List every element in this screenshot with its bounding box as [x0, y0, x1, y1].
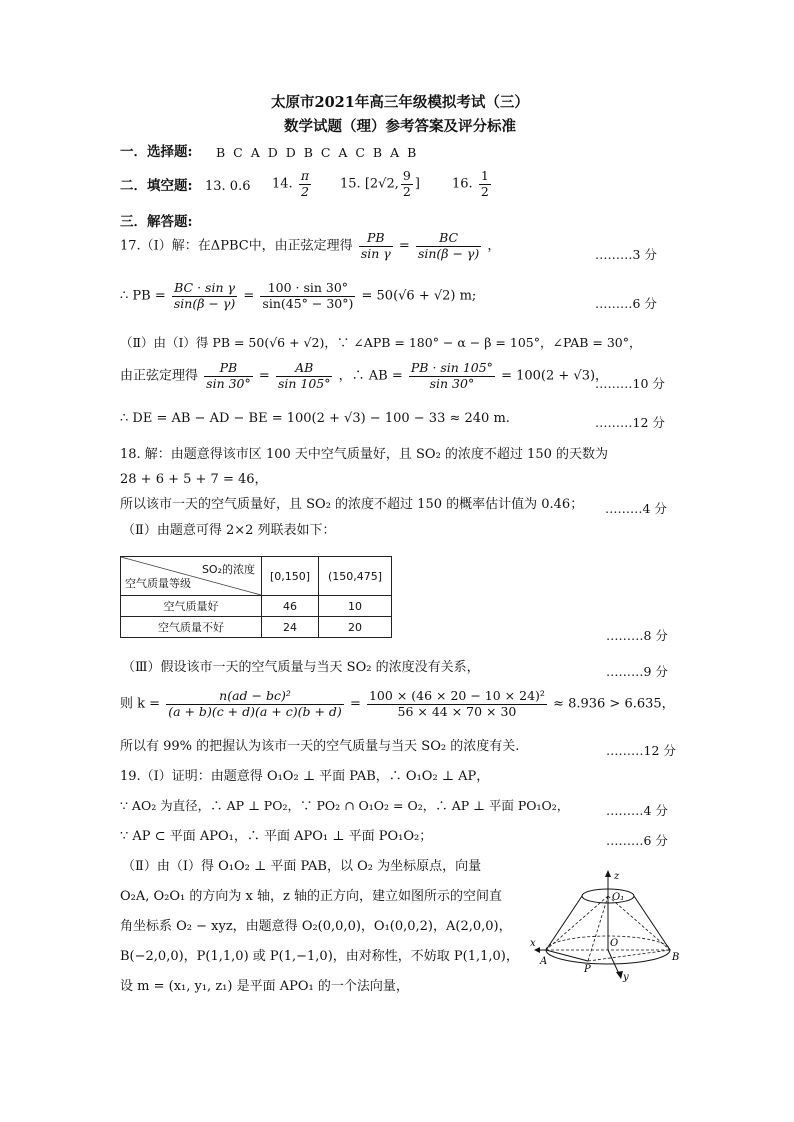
q17-l4-f1-bot: sin 30°: [206, 375, 251, 391]
section1-label: 一．选择题:: [120, 144, 193, 160]
q17-l4-f1-top: PB: [204, 362, 253, 377]
q19-line6: 角坐标系 O₂ − xyz，由题意得 O₂(0,0,0)，O₁(0,0,2)，A(2,0,0)，: [120, 919, 512, 934]
fig-label-a: A: [540, 956, 548, 967]
q17-l4-f3-top: PB · sin 105°: [410, 360, 493, 375]
q19-line3: ∵ AP ⊂ 平面 APO₁，∴ 平面 APO₁ ⊥ 平面 PO₁O₂；: [120, 829, 433, 844]
q18-score-8: ………8 分: [606, 628, 668, 643]
fill-q16: [452, 170, 493, 198]
table-header-top: SO₂的浓度: [201, 563, 255, 576]
q18-line4: （Ⅱ）由题意可得 2×2 列联表如下：: [122, 523, 336, 538]
q18-l6-f2-top: 100 × (46 × 20 − 10 × 24)²: [368, 688, 545, 703]
q17-l2-pre: ∴ PB =: [120, 288, 166, 304]
fill-q14-frac: [299, 170, 311, 198]
q19-line5: O₂A, O₂O₁ 的方向为 x 轴，z 轴的正方向，建立如图所示的空间直: [120, 889, 502, 904]
q17-l4-mid: ，∴ AB =: [338, 368, 403, 384]
fig-label-b: B: [672, 952, 680, 963]
fill-q15-num: 15.: [340, 176, 361, 192]
q18-line6: [120, 690, 675, 718]
q18-l6-f2-bot: 56 × 44 × 70 × 30: [397, 703, 517, 719]
q17-l2-f1-bot: sin(β − γ): [173, 295, 236, 311]
q17-l2-post: = 50(√6 + √2) m;: [361, 288, 477, 304]
q17-l1-f1-bot: sin γ: [360, 245, 391, 261]
fill-q15-top: 9: [402, 168, 411, 183]
q17-l1-frac2: [416, 232, 481, 260]
fig-label-x: x: [530, 938, 536, 949]
table-corner-cell: [121, 557, 262, 596]
q17-l4-f2-bot: sin 105°: [277, 375, 331, 391]
fill-q15-post: ]: [414, 176, 420, 192]
q17-score-12: ………12 分: [595, 415, 665, 430]
q17-l2-f2-top: 100 · sin 30°: [260, 282, 355, 297]
table-row: [121, 617, 392, 638]
q17-l1-f1-top: PB: [359, 232, 393, 247]
contingency-table: [120, 556, 392, 638]
q17-line2: [120, 282, 476, 310]
q18-score-4: ………4 分: [605, 501, 667, 516]
q18-score-12: ………12 分: [606, 743, 676, 758]
table-row: [121, 596, 392, 617]
table-row-label: 空气质量不好: [121, 617, 262, 638]
q17-l4-frac2: [276, 362, 333, 390]
q18-line3: 所以该市一天的空气质量好，且 SO₂ 的浓度不超过 150 的概率估计值为 0.46；: [120, 497, 584, 512]
q18-l6-eq: =: [349, 696, 361, 712]
q17-score-10: ………10 分: [595, 376, 665, 391]
q17-l4-post: = 100(2 + √3)，: [501, 368, 609, 384]
page-subtitle: 数学试题（理）参考答案及评分标准: [284, 118, 516, 135]
fill-q15-pre: [2√2,: [364, 176, 399, 192]
q18-line2: 28 + 6 + 5 + 7 = 46，: [120, 472, 268, 487]
q18-line1: 18. 解：由题意得该市区 100 天中空气质量好，且 SO₂ 的浓度不超过 150 的天数为: [120, 447, 609, 462]
q18-l6-f1-bot: (a + b)(c + d)(a + c)(b + d): [168, 703, 342, 719]
table-header-bottom: 空气质量等级: [125, 577, 191, 590]
q19-score-4: ………4 分: [606, 803, 668, 818]
q18-l6-pre: 则 k =: [120, 696, 161, 712]
fig-label-p: P: [584, 964, 591, 975]
q17-l4-f2-top: AB: [276, 362, 333, 377]
fig-label-o2: O: [610, 938, 619, 949]
q19-line2: ∵ AO₂ 为直径，∴ AP ⊥ PO₂，∵ PO₂ ∩ O₁O₂ = O₂，∴ AP ⊥ 平面 PO₁O₂，: [120, 798, 570, 813]
q18-line7: 所以有 99% 的把握认为该市一天的空气质量与当天 SO₂ 的浓度有关.: [120, 739, 520, 754]
frustum-figure: [528, 868, 678, 988]
q17-l1-eq: =: [398, 238, 410, 254]
q18-score-9: ………9 分: [606, 664, 668, 679]
fill-q14: [272, 170, 313, 198]
q17-line3: （Ⅱ）由（Ⅰ）得 PB = 50(√6 + √2)，∵ ∠APB = 180° − α − β = 105°，∠PAB = 30°，: [120, 335, 642, 350]
q17-l2-frac1: [172, 282, 237, 310]
choice-answers: B C A D D B C A C B A B: [216, 145, 419, 160]
q17-l1-post: ，: [487, 238, 501, 254]
q17-l4-frac1: [204, 362, 253, 390]
section2-label: 二．填空题:: [120, 178, 193, 194]
q17-l2-f1-top: BC · sin γ: [172, 282, 237, 297]
q17-l2-f2-bot: sin(45° − 30°): [262, 295, 354, 311]
table-header-row: [121, 557, 392, 596]
fill-q14-bot: 2: [300, 183, 309, 199]
q17-line4: [120, 362, 608, 390]
fill-q13: 13. 0.6: [205, 179, 251, 194]
table-row-label: 空气质量好: [121, 596, 262, 617]
q17-l1-pre: 17.（Ⅰ）解：在ΔPBC中，由正弦定理得: [120, 238, 353, 254]
fill-q16-bot: 2: [480, 183, 489, 199]
q19-line8: 设 m = (x₁, y₁, z₁) 是平面 APO₁ 的一个法向量，: [120, 979, 409, 994]
q17-l4-pre: 由正弦定理得: [120, 368, 199, 384]
table-col2-header: (150,475]: [319, 557, 392, 596]
fill-q16-top: 1: [480, 168, 489, 183]
q17-l1-f2-bot: sin(β − γ): [417, 245, 480, 261]
fill-q16-frac: [479, 170, 491, 198]
fill-q16-num: 16.: [452, 176, 473, 192]
fig-label-y: y: [623, 972, 629, 983]
q19-line4: （Ⅱ）由（Ⅰ）得 O₁O₂ ⊥ 平面 PAB，以 O₂ 为坐标原点，向量: [122, 859, 482, 874]
q17-score-3: ………3 分: [595, 247, 657, 262]
q18-line5: （Ⅲ）假设该市一天的空气质量与当天 SO₂ 的浓度没有关系，: [122, 660, 480, 675]
q18-l6-frac1: [166, 690, 344, 718]
q19-line1: 19.（Ⅰ）证明：由题意得 O₁O₂ ⊥ 平面 PAB，∴ O₁O₂ ⊥ AP，: [120, 769, 490, 784]
q19-line7: B(−2,0,0)，P(1,1,0) 或 P(1,−1,0)，由对称性，不妨取 P(1,1,0)，: [120, 949, 519, 964]
q17-l4-f3-bot: sin 30°: [429, 375, 475, 391]
q17-l4-eq: =: [258, 368, 270, 384]
table-cell: 24: [262, 617, 319, 638]
fill-q14-top: π: [300, 168, 310, 183]
fig-label-z: z: [614, 871, 620, 882]
fill-q15: [340, 170, 420, 198]
q18-l6-f1-top: n(ad − bc)²: [166, 690, 344, 705]
q17-score-6: ………6 分: [595, 296, 657, 311]
fig-label-o1: O₁: [612, 892, 625, 903]
q17-line5: ∴ DE = AB − AD − BE = 100(2 + √3) − 100 − 33 ≈ 240 m.: [120, 411, 510, 426]
table-cell: 46: [262, 596, 319, 617]
q17-l4-frac3: [409, 362, 495, 390]
q17-l2-eq: =: [243, 288, 255, 304]
fill-q15-frac: [401, 170, 413, 198]
table-col1-header: [0,150]: [262, 557, 319, 596]
fill-q14-num: 14.: [272, 176, 293, 192]
q17-l1-frac1: [359, 232, 393, 260]
table-cell: 20: [319, 617, 392, 638]
fill-q15-bot: 2: [402, 183, 411, 199]
q18-l6-frac2: [367, 690, 547, 718]
q18-l6-post: ≈ 8.936 > 6.635，: [553, 696, 675, 712]
table-cell: 10: [319, 596, 392, 617]
section3-label: 三．解答题:: [120, 214, 193, 230]
q17-l1-f2-top: BC: [416, 232, 481, 247]
q19-score-6: ………6 分: [606, 833, 668, 848]
q17-line1: [120, 232, 500, 260]
q17-l2-frac2: [260, 282, 355, 310]
page-title: 太原市2021年高三年级模拟考试（三）: [271, 94, 529, 111]
